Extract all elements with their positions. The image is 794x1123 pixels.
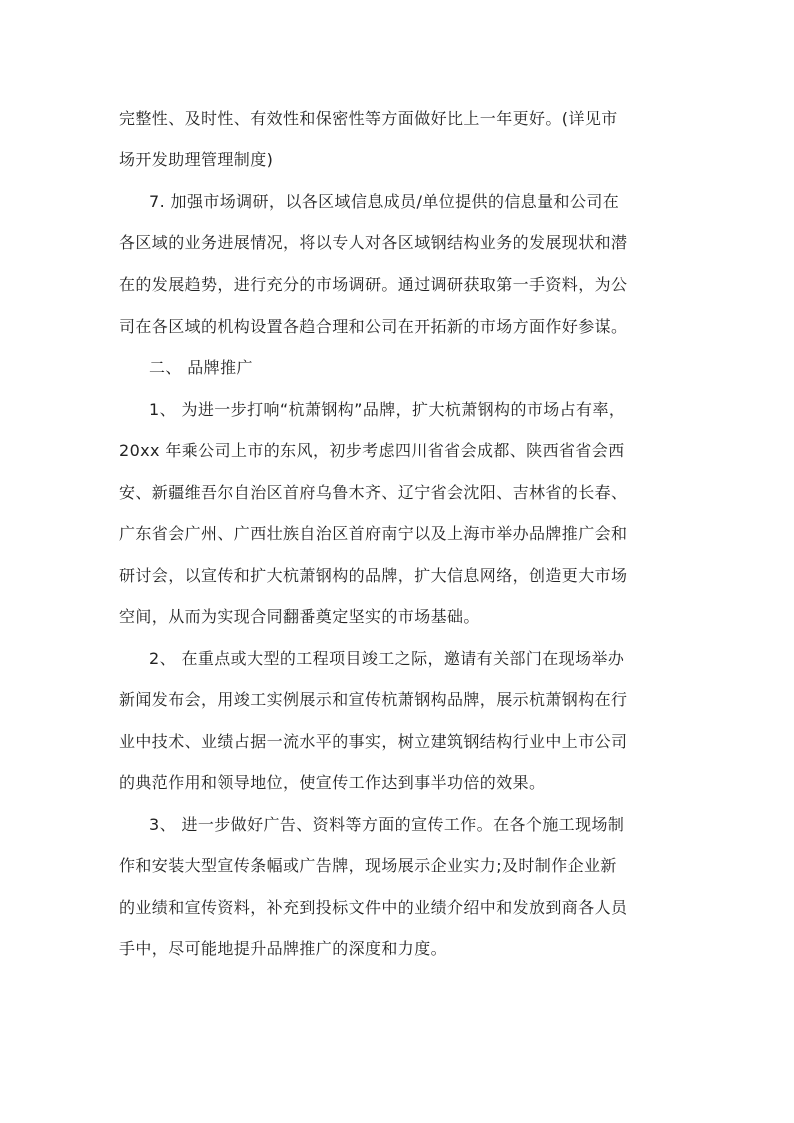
paragraph-line: 广东省会广州、广西壮族自治区首府南宁以及上海市举办品牌推广会和	[119, 524, 628, 543]
paragraph-line: 新闻发布会，用竣工实例展示和宣传杭萧钢构品牌，展示杭萧钢构在行	[119, 690, 628, 709]
paragraph-line: 的业绩和宣传资料，补充到投标文件中的业绩介绍中和发放到商各人员	[119, 898, 628, 917]
paragraph-line: 场开发助理管理制度)	[119, 150, 274, 169]
paragraph-line: 在的发展趋势，进行充分的市场调研。通过调研获取第一手资料，为公	[119, 275, 628, 294]
paragraph-line: 研讨会，以宣传和扩大杭萧钢构的品牌，扩大信息网络，创造更大市场	[119, 566, 628, 585]
paragraph-line: 20xx 年乘公司上市的东风，初步考虑四川省省会成都、陕西省省会西	[119, 441, 625, 460]
paragraph-line: 手中，尽可能地提升品牌推广的深度和力度。	[119, 939, 448, 958]
paragraph-line: 各区域的业务进展情况，将以专人对各区域钢结构业务的发展现状和潜	[119, 233, 628, 252]
numbered-item-1-line: 1、 为进一步打响“杭萧钢构”品牌，扩大杭萧钢构的市场占有率，	[149, 400, 626, 419]
numbered-item-7-line: 7. 加强市场调研，以各区域信息成员/单位提供的信息量和公司在	[149, 192, 620, 211]
paragraph-line: 空间，从而为实现合同翻番奠定坚实的市场基础。	[119, 607, 480, 626]
paragraph-line: 作和安装大型宣传条幅或广告牌，现场展示企业实力;及时制作企业新	[119, 856, 617, 875]
paragraph-line: 司在各区域的机构设置各趋合理和公司在开拓新的市场方面作好参谋。	[119, 317, 628, 336]
paragraph-line: 安、新疆维吾尔自治区首府乌鲁木齐、辽宁省会沈阳、吉林省的长春、	[119, 483, 628, 502]
paragraph-line: 完整性、及时性、有效性和保密性等方面做好比上一年更好。(详见市	[119, 109, 618, 128]
numbered-item-2-line: 2、 在重点或大型的工程项目竣工之际，邀请有关部门在现场举办	[149, 649, 625, 668]
paragraph-line: 业中技术、业绩占据一流水平的事实，树立建筑钢结构行业中上市公司	[119, 732, 628, 751]
numbered-item-3-line: 3、 进一步做好广告、资料等方面的宣传工作。在各个施工现场制	[149, 815, 625, 834]
section-heading-brand-promotion: 二、 品牌推广	[149, 358, 253, 377]
paragraph-line: 的典范作用和领导地位，使宣传工作达到事半功倍的效果。	[119, 773, 546, 792]
